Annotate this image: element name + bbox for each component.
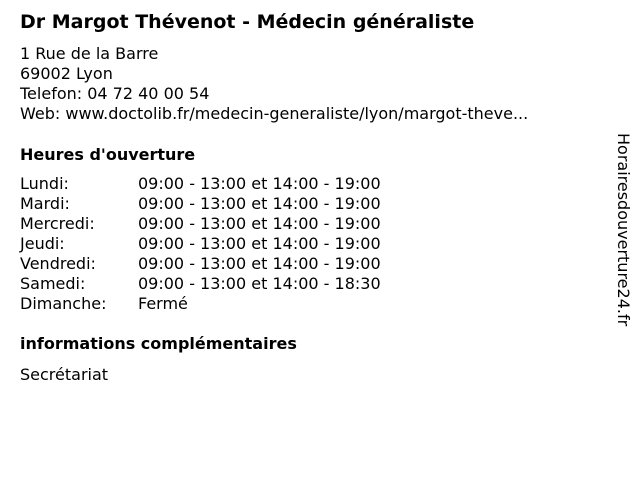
additional-info-text: Secrétariat	[20, 365, 109, 384]
page-title: Dr Margot Thévenot - Médecin généraliste	[20, 11, 475, 33]
day-label: Mercredi:	[20, 214, 95, 233]
address-block	[20, 44, 528, 124]
website-link: Web: www.doctolib.fr/medecin-generaliste/lyon/margot-theve...	[20, 104, 529, 123]
phone-number: Telefon: 04 72 40 00 54	[20, 84, 210, 103]
street-address: 1 Rue de la Barre	[20, 44, 159, 63]
opening-hours-list	[20, 174, 381, 314]
hours-row-thursday	[20, 234, 381, 254]
opening-hours-heading: Heures d'ouverture	[20, 145, 196, 164]
hours-row-saturday	[20, 274, 381, 294]
time-range: 09:00 - 13:00 et 14:00 - 19:00	[138, 254, 381, 273]
day-label: Mardi:	[20, 194, 70, 213]
day-label: Samedi:	[20, 274, 86, 293]
day-label: Lundi:	[20, 174, 69, 193]
hours-row-tuesday	[20, 194, 381, 214]
city: 69002 Lyon	[20, 64, 113, 83]
additional-info-heading: informations complémentaires	[20, 334, 297, 353]
time-range: 09:00 - 13:00 et 14:00 - 19:00	[138, 214, 381, 233]
time-range: 09:00 - 13:00 et 14:00 - 18:30	[138, 274, 381, 293]
time-range: 09:00 - 13:00 et 14:00 - 19:00	[138, 174, 381, 193]
hours-row-wednesday	[20, 214, 381, 234]
time-range: 09:00 - 13:00 et 14:00 - 19:00	[138, 194, 381, 213]
time-range: 09:00 - 13:00 et 14:00 - 19:00	[138, 234, 381, 253]
time-range: Fermé	[138, 294, 188, 313]
day-label: Vendredi:	[20, 254, 96, 273]
hours-row-sunday	[20, 294, 381, 314]
day-label: Dimanche:	[20, 294, 107, 313]
day-label: Jeudi:	[20, 234, 65, 253]
hours-row-monday	[20, 174, 381, 194]
site-watermark: Horairesdouverture24.fr	[614, 133, 633, 327]
hours-row-friday	[20, 254, 381, 274]
